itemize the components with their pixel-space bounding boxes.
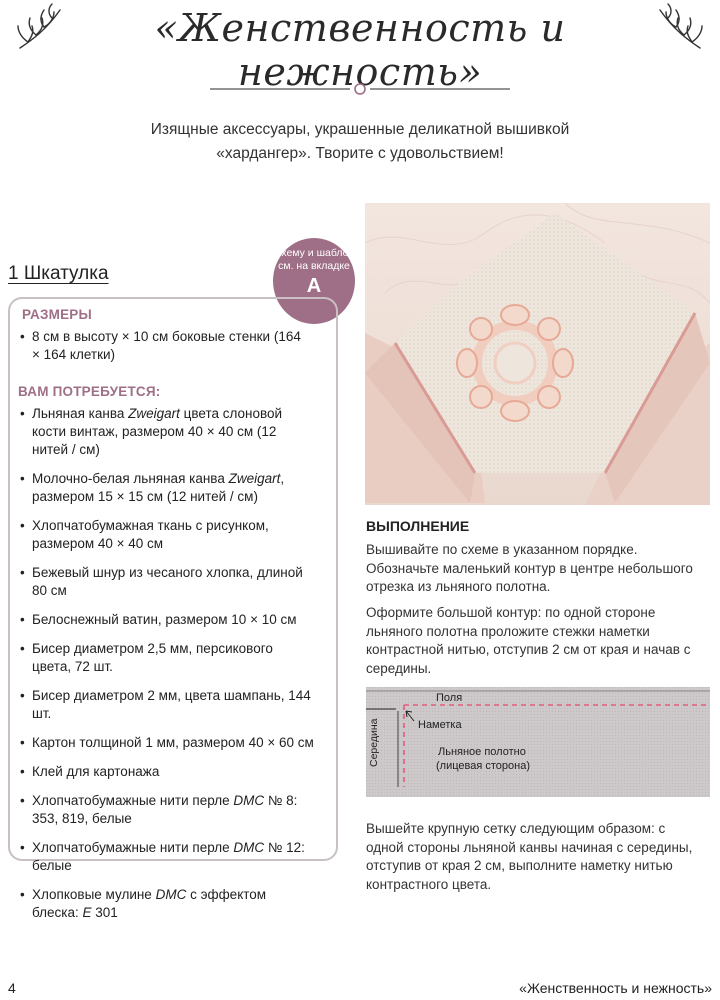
label-face: (лицевая сторона) <box>436 760 530 772</box>
instruction-paragraph-3: Вышейте крупную сетку следующим образом: с одной стороны льняной канвы начиная с середины, отступив от края 2 см, выполните наметку нитью контрастного цвета. <box>366 821 693 892</box>
sizes-list <box>18 328 308 364</box>
list-item: • Хлопчатобумажные нити перле DMC № 8: 353, 819, белые <box>18 792 314 828</box>
label-linen: Льняное полотно <box>438 746 526 758</box>
label-tack: Наметка <box>418 719 462 731</box>
intro-text: Изящные аксессуары, украшенные деликатной вышивкой «хардангер». Творите с удовольствием! <box>150 121 570 162</box>
label-middle: Середина <box>368 718 380 767</box>
list-item: • Бисер диаметром 2 мм, цвета шампань, 144 шт. <box>18 687 314 723</box>
materials-box <box>8 297 338 920</box>
list-item: • Бежевый шнур из чесаного хлопка, длиной 80 см <box>18 564 314 600</box>
needs-heading: ВАМ ПОТРЕБУЕТСЯ: <box>18 384 161 399</box>
instruction-paragraph-1: Вышивайте по схеме в указанном порядке. Обозначьте маленький контур в центре небольшого отрезка из льняного полотна. <box>366 542 693 594</box>
label-margin: Поля <box>436 692 463 704</box>
tacking-diagram <box>366 687 710 797</box>
section-title: ВЫПОЛНЕНИЕ <box>366 518 470 534</box>
list-item: • Бисер диаметром 2,5 мм, персикового цвета, 72 шт. <box>18 640 314 676</box>
instruction-paragraph-2: Оформите большой контур: по одной стороне льняного полотна проложите стежки наметки контрастной нитью, отступив 2 см от края и начав с середины. <box>366 605 691 676</box>
list-item: • Белоснежный ватин, размером 10 × 10 см <box>18 611 314 629</box>
list-item: • Хлопчатобумажные нити перле DMC № 12: белые <box>18 839 314 875</box>
page-title: «Женственность и нежность» <box>154 6 566 94</box>
list-item: • Хлопковые мулине DMC с эффектом блеска: E 301 <box>18 886 314 922</box>
page-number: 4 <box>8 980 16 996</box>
badge-text: Схему и шаблон см. на вкладке <box>273 247 355 272</box>
project-title: 1 Шкатулка <box>8 263 109 284</box>
badge-letter: А <box>306 275 322 297</box>
list-item: • Клей для картонажа <box>18 763 314 781</box>
box-photo <box>365 203 710 505</box>
list-item: • Льняная канва Zweigart цвета слоновой кости винтаж, размером 40 × 40 см (12 нитей / см) <box>18 405 314 459</box>
list-item: • Молочно-белая льняная канва Zweigart, размером 15 × 15 см (12 нитей / см) <box>18 470 314 506</box>
flourish-right-icon <box>652 2 708 54</box>
materials-list <box>18 405 314 922</box>
list-item: • Хлопчатобумажная ткань с рисунком, размером 40 × 40 см <box>18 517 314 553</box>
sizes-heading: РАЗМЕРЫ <box>22 307 92 322</box>
list-item: • Картон толщиной 1 мм, размером 40 × 60 см <box>18 734 314 752</box>
list-item: • 8 см в высоту × 10 см боковые стенки (164 × 164 клетки) <box>18 328 308 364</box>
running-footer: «Женственность и нежность» <box>519 980 712 996</box>
divider-ornament-icon <box>210 82 510 96</box>
